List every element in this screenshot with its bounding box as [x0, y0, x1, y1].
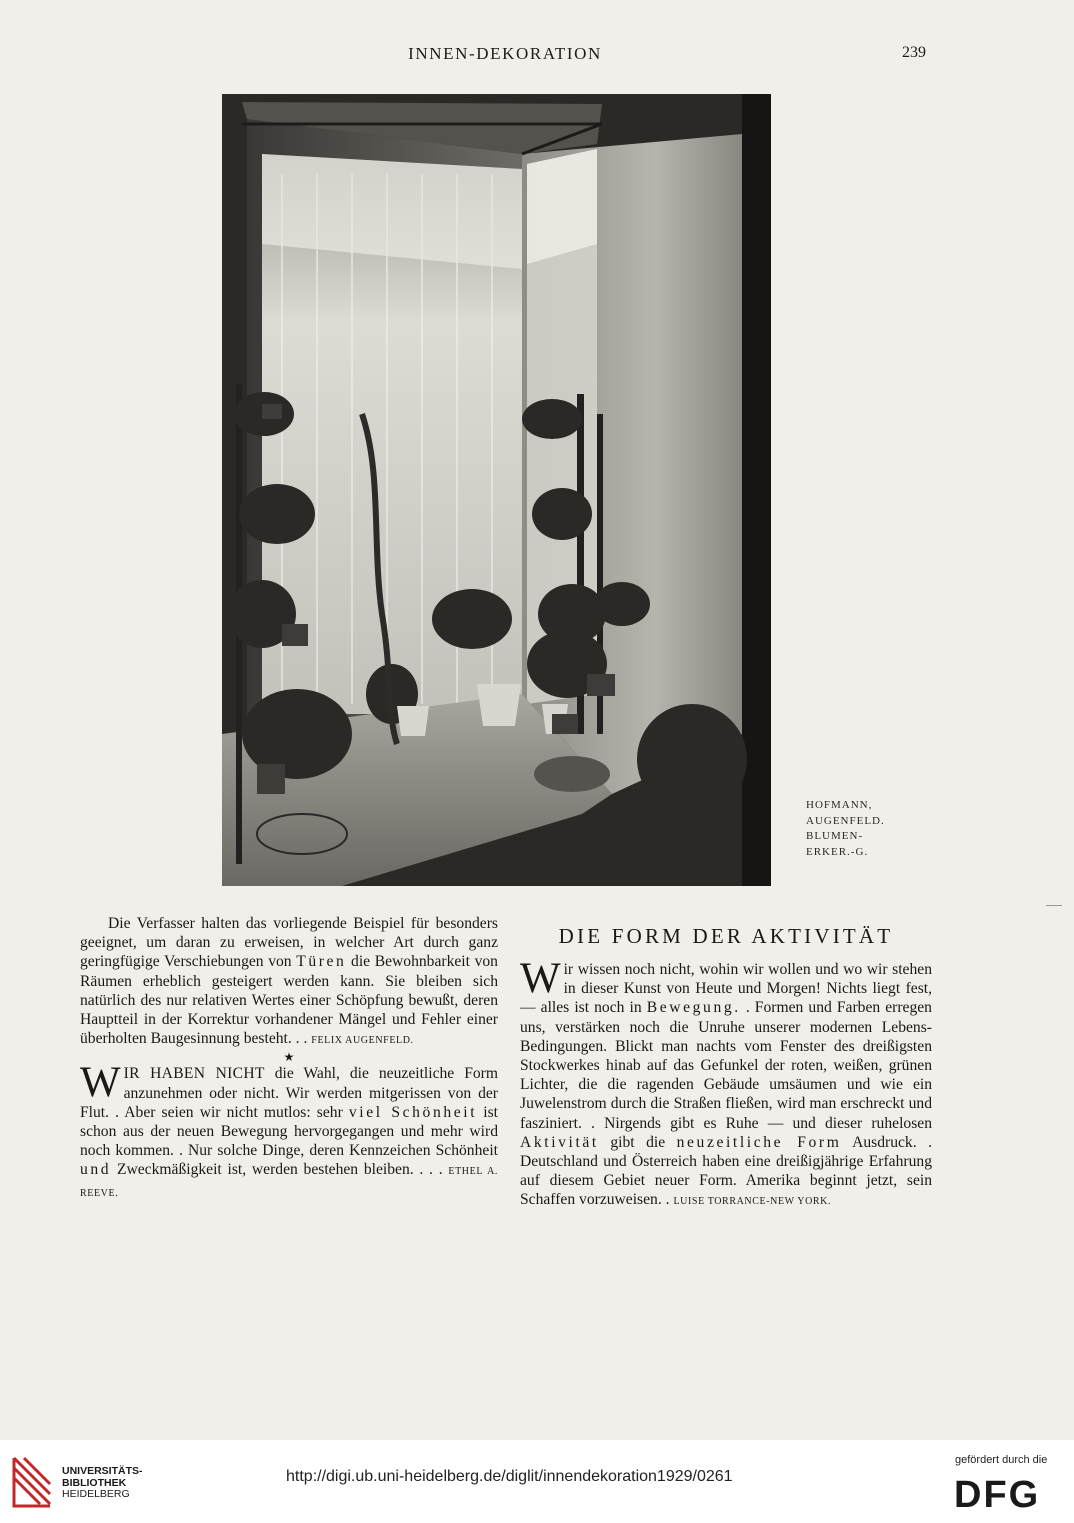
- spaced-text: Aktivität: [520, 1133, 599, 1151]
- paragraph-torrance: [520, 955, 933, 1212]
- left-column: [80, 914, 498, 1203]
- library-line: HEIDELBERG: [62, 1488, 130, 1500]
- library-name: [62, 1466, 143, 1501]
- separator-star: ★: [283, 1050, 295, 1065]
- article-title: DIE FORM DER AKTIVITÄT: [558, 924, 894, 948]
- text-span: gibt die: [610, 1133, 666, 1151]
- page-number: 239: [902, 44, 926, 61]
- drop-cap: W: [80, 1059, 121, 1107]
- running-title: INNEN-DEKORATION: [408, 44, 602, 63]
- right-column: [520, 955, 933, 1212]
- spaced-text: neuzeitliche Form: [676, 1133, 842, 1151]
- sponsor-text: gefördert durch die: [955, 1454, 1048, 1466]
- text-span: Die Verfasser halten das vorliegende Beispiel für besonders geeignet, um daran zu erweisen, in welcher Art durch ganz geringfügige Verschiebungen von: [80, 915, 498, 971]
- interior-photograph: [222, 94, 771, 886]
- spaced-text: viel Schönheit: [348, 1103, 478, 1121]
- library-line: UNIVERSITÄTS-: [62, 1465, 143, 1477]
- spaced-text: Bewegung.: [646, 999, 741, 1017]
- text-span: die Wahl, die neuzeitliche Form anzunehmen oder nicht. Wir werden mitgerissen von der Flut. . Aber seien wir nicht mutlos: sehr: [80, 1065, 498, 1121]
- library-line: BIBLIOTHEK: [62, 1476, 127, 1489]
- caption-line: ERKER.-G.: [806, 845, 869, 858]
- caption-line: HOFMANN,: [806, 799, 873, 811]
- text-span: die Bewohnbarkeit von Räumen erheblich gesteigert werden kann. Sie bleiben sich natürlich des nur relativen Wertes einer Schöpfung bewußt, deren Hauptteil in der Korrektur vorhandener Mängel und Fehler einer überholten Baugesinnung besteht. . .: [80, 953, 498, 1048]
- text-span: ist schon aus der neuen Bewegung hervorgegangen und mehr wird noch kommen. . Nur solche Dinge, deren Kennzeichen Schönheit: [80, 1103, 498, 1160]
- signature: FELIX AUGENFELD.: [311, 1035, 414, 1047]
- lead-caps: IR HABEN NICHT: [123, 1065, 265, 1083]
- spaced-text: Türen: [296, 953, 347, 971]
- photo-caption: [806, 798, 885, 860]
- text-span: Ausdruck. . Deutschland und Österreich haben eine dreißigjährige Erfahrung auf diesem Gebiet neuer Form. Amerika beginnt jetzt, sein Schaffen vorzuweisen. .: [520, 1133, 933, 1209]
- signature: ETHEL A. REEVE.: [80, 1166, 498, 1199]
- text-span: ir wissen noch nicht, wohin wir wollen und wo wir stehen in dieser Kunst von Heute und Morgen! Nichts liegt fest, — alles ist noch in: [520, 961, 932, 1017]
- spaced-text: und: [80, 1161, 112, 1179]
- drop-cap: W: [520, 955, 561, 1002]
- photo-illustration: [222, 94, 771, 886]
- university-library-logo-icon: [10, 1454, 54, 1514]
- caption-line: BLUMEN-: [806, 830, 864, 842]
- permalink-url[interactable]: http://digi.ub.uni-heidelberg.de/diglit/innendekoration1929/0261: [286, 1468, 733, 1485]
- paragraph-augenfeld: [80, 914, 498, 1050]
- scan-mark: [1046, 905, 1062, 906]
- paragraph-reeve: [80, 1059, 498, 1202]
- signature: LUISE TORRANCE-NEW YORK.: [673, 1196, 832, 1208]
- text-span: Zweckmäßigkeit ist, werden bestehen bleiben. . . .: [116, 1161, 443, 1179]
- text-span: . Formen und Farben erregen uns, verstärken noch die Unruhe unserer modernen Lebens-Bedingungen. Blickt man nachts vom Fenster des dreißigsten Stockwerkes hinab auf das Gefunkel der roten, weißen, grünen Lichter, die die ragenden Gebäude umsäumen und wie ein Juwelenstrom durch die Straßen fließen, wird man erschreckt und fasziniert. . Nirgends gibt es Ruhe — und dieser ruhelosen: [520, 999, 932, 1132]
- footer-bar: [0, 1440, 1074, 1523]
- dfg-logo: DFG: [954, 1474, 1041, 1516]
- caption-line: AUGENFELD.: [806, 814, 885, 827]
